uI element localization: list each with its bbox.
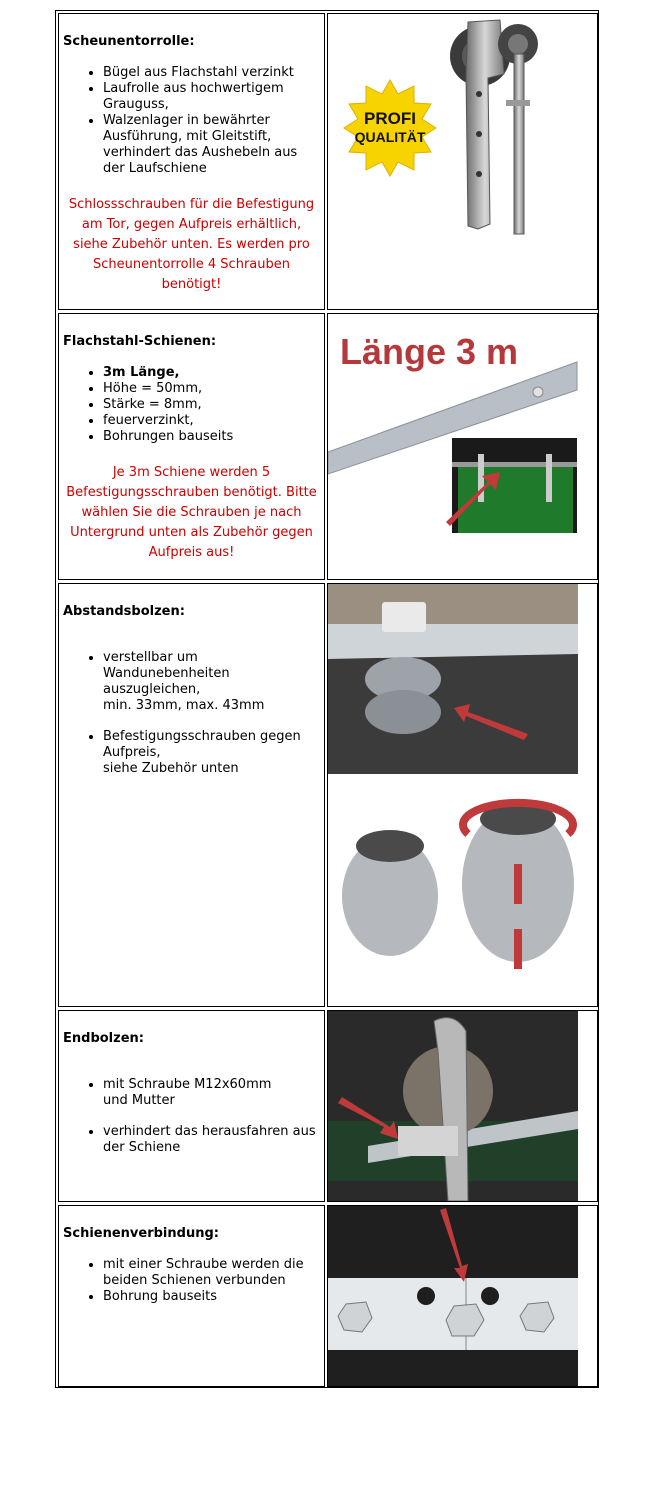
arrow-icon [514, 864, 522, 904]
profi-badge-icon [344, 80, 436, 176]
feature-list [63, 1257, 320, 1305]
arrow-icon [514, 929, 522, 969]
row-title: Endbolzen: [63, 1031, 144, 1046]
feature-list [63, 65, 320, 177]
row-flachstahl-text [58, 313, 325, 580]
list-item: • mit einer Schraube werden die beiden Schienen verbunden [103, 1257, 320, 1289]
list-item: • Höhe = 50mm, [103, 381, 320, 397]
row-scheunentorrolle-text [58, 13, 325, 310]
spacer-bolt-image [328, 584, 597, 1006]
list-item: • Stärke = 8mm, [103, 397, 320, 413]
list-item: • Bohrungen bauseits [103, 429, 320, 445]
feature-list [63, 365, 320, 445]
list-item: • Bügel aus Flachstahl verzinkt [103, 65, 320, 81]
row-title: Flachstahl-Schienen: [63, 334, 217, 349]
list-item: • Walzenlager in bewährter Ausführung, mit Gleitstift, verhindert das Aushebeln aus der Laufschiene [103, 113, 320, 177]
list-item: • mit Schraube M12x60mm und Mutter [103, 1077, 320, 1109]
list-item: • Befestigungsschrauben gegen Aufpreis, siehe Zubehör unten [103, 729, 320, 777]
row-schienenverbindung-image [327, 1205, 598, 1387]
rail-connection-image [328, 1206, 597, 1386]
price-note: Je 3m Schiene werden 5 Befestigungsschrauben benötigt. Bitte wählen Sie die Schrauben je nach Untergrund unten als Zubehör gegen Aufpreis aus! [66, 465, 317, 560]
feature-list [63, 1062, 320, 1171]
row-endbolzen-text [58, 1010, 325, 1202]
barn-door-roller-image [328, 14, 597, 309]
row-abstandsbolzen-image [327, 583, 598, 1007]
list-item: • feuerverzinkt, [103, 413, 320, 429]
row-title: Abstandsbolzen: [63, 604, 185, 619]
row-title: Scheunentorrolle: [63, 34, 195, 49]
product-table [55, 10, 599, 1388]
list-item: • verstellbar um Wandunebenheiten auszugleichen, min. 33mm, max. 43mm [103, 650, 320, 714]
row-endbolzen-image [327, 1010, 598, 1202]
row-flachstahl-image [327, 313, 598, 580]
length-caption: Länge 3 m [340, 331, 519, 372]
list-item: • Laufrolle aus hochwertigem Grauguss, [103, 81, 320, 113]
flat-steel-rail-image [328, 314, 597, 579]
badge-line-2: QUALITÄT [354, 129, 426, 145]
badge-line-1: PROFI [364, 109, 416, 128]
row-schienenverbindung-text [58, 1205, 325, 1387]
end-bolt-image [328, 1011, 597, 1201]
row-scheunentorrolle-image [327, 13, 598, 310]
row-title: Schienenverbindung: [63, 1226, 219, 1241]
list-item: • verhindert das herausfahren aus der Schiene [103, 1124, 320, 1156]
row-abstandsbolzen-text [58, 583, 325, 1007]
feature-list [63, 635, 320, 792]
price-note: Schlossschrauben für die Befestigung am Tor, gegen Aufpreis erhältlich, siehe Zubehör unten. Es werden pro Scheunentorrolle 4 Schrauben benötigt! [68, 197, 315, 292]
list-item: • 3m Länge, [103, 365, 320, 381]
list-item: • Bohrung bauseits [103, 1289, 320, 1305]
